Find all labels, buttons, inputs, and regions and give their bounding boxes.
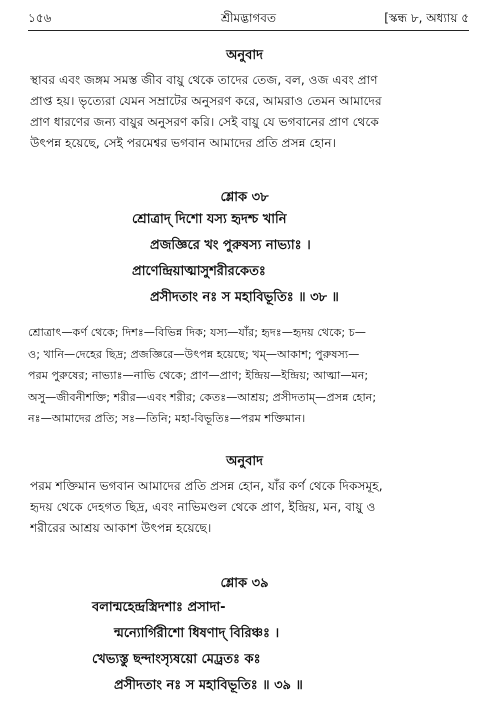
paragraph-line: স্থাবর এবং জঙ্গম সমস্ত জীব বায়ু থেকে তাদের তেজ, বল, ওজ এবং প্রাণ bbox=[30, 73, 378, 87]
book-title: শ্রীমদ্ভাগবত bbox=[220, 11, 276, 25]
translation-heading: অনুবাদ bbox=[226, 454, 263, 469]
verse-heading: শ্লোক ৩৯ bbox=[220, 576, 269, 591]
page-number: ১৫৬ bbox=[28, 11, 52, 25]
synonym-line: ও; খানি—দেহের ছিদ্র; প্রজজ্ঞিরে—উৎপন্ন হয়েছে; খম্—আকাশ; পুরুষস্য— bbox=[28, 347, 360, 361]
paragraph-line: উৎপন্ন হয়েছে, সেই পরমেশ্বর ভগবান আমাদের প্রতি প্রসন্ন হোন। bbox=[30, 136, 337, 150]
verse-line: বলান্মহেন্দ্রস্ত্রিদশাঃ প্রসাদা- bbox=[92, 600, 226, 615]
synonym-line: নঃ—আমাদের প্রতি; সঃ—তিনি; মহা-বিভূতিঃ—পরম শক্তিমান। bbox=[28, 412, 306, 425]
verse-line: প্রাণেন্দ্রিয়াত্মাসুশরীরকেতঃ bbox=[132, 264, 266, 279]
paragraph-line: শরীরের আশ্রয় আকাশ উৎপন্ন হয়েছে। bbox=[30, 521, 212, 535]
translation-paragraph bbox=[30, 70, 470, 154]
verse-line: শ্রোত্রাদ্ দিশো যস্য হৃদশ্চ খানি bbox=[132, 212, 287, 227]
synonym-line: অসু—জীবনীশক্তি; শরীর—এবং শরীর; কেতঃ—আশ্রয়; প্রসীদতাম্—প্রসন্ন হোন; bbox=[28, 390, 377, 404]
paragraph-line: পরম শক্তিমান ভগবান আমাদের প্রতি প্রসন্ন হোন, যাঁর কর্ণ থেকে দিকসমূহ, bbox=[30, 479, 383, 493]
word-for-word-synonyms bbox=[28, 322, 473, 430]
verse-line: প্রজজ্ঞিরে খং পুরুষস্য নাভ্যাঃ । bbox=[150, 238, 311, 253]
verse-heading: শ্লোক ৩৮ bbox=[220, 190, 269, 205]
translation-heading: অনুবাদ bbox=[226, 48, 263, 63]
paragraph-line: প্রাপ্ত হয়। ভৃত্যেরা যেমন সম্রাটের অনুসরণ করে, আমরাও তেমন আমাদের bbox=[30, 94, 382, 108]
paragraph-line: প্রাণ ধারণের জন্য বায়ুর অনুসরণ করি। সেই বায়ু যে ভগবানের প্রাণ থেকে bbox=[30, 115, 379, 129]
section-reference: [স্কন্ধ ৮, অধ্যায় ৫ bbox=[384, 11, 469, 25]
synonym-line: শ্রোত্রাৎ—কর্ণ থেকে; দিশঃ—বিভিন্ন দিক; যস্য—যাঁর; হৃদঃ—হৃদয় থেকে; চ— bbox=[28, 326, 366, 339]
paragraph-line: হৃদয় থেকে দেহগত ছিদ্র, এবং নাভিমণ্ডল থেকে প্রাণ, ইন্দ্রিয়, মন, বায়ু ও bbox=[30, 500, 376, 514]
synonym-line: পরম পুরুষের; নাভ্যাঃ—নাভি থেকে; প্রাণ—প্রাণ; ইন্দ্রিয়—ইন্দ্রিয়; আত্মা—মন; bbox=[28, 369, 369, 382]
running-header bbox=[28, 10, 469, 30]
verse-line: ন্মন্যোর্গিরীশো ধিষণাদ্ বিরিঞ্চঃ । bbox=[114, 626, 280, 641]
header-rule bbox=[28, 30, 469, 31]
verse-line: খেভ্যস্তু ছন্দাংস্যৃষয়ো মেঢ্রতঃ কঃ bbox=[92, 652, 261, 667]
verse-line: প্রসীদতাং নঃ স মহাবিভূতিঃ ॥ ৩৯ ॥ bbox=[114, 678, 303, 693]
verse-line: প্রসীদতাং নঃ স মহাবিভূতিঃ ॥ ৩৮ ॥ bbox=[150, 290, 339, 305]
translation-paragraph bbox=[30, 476, 470, 539]
